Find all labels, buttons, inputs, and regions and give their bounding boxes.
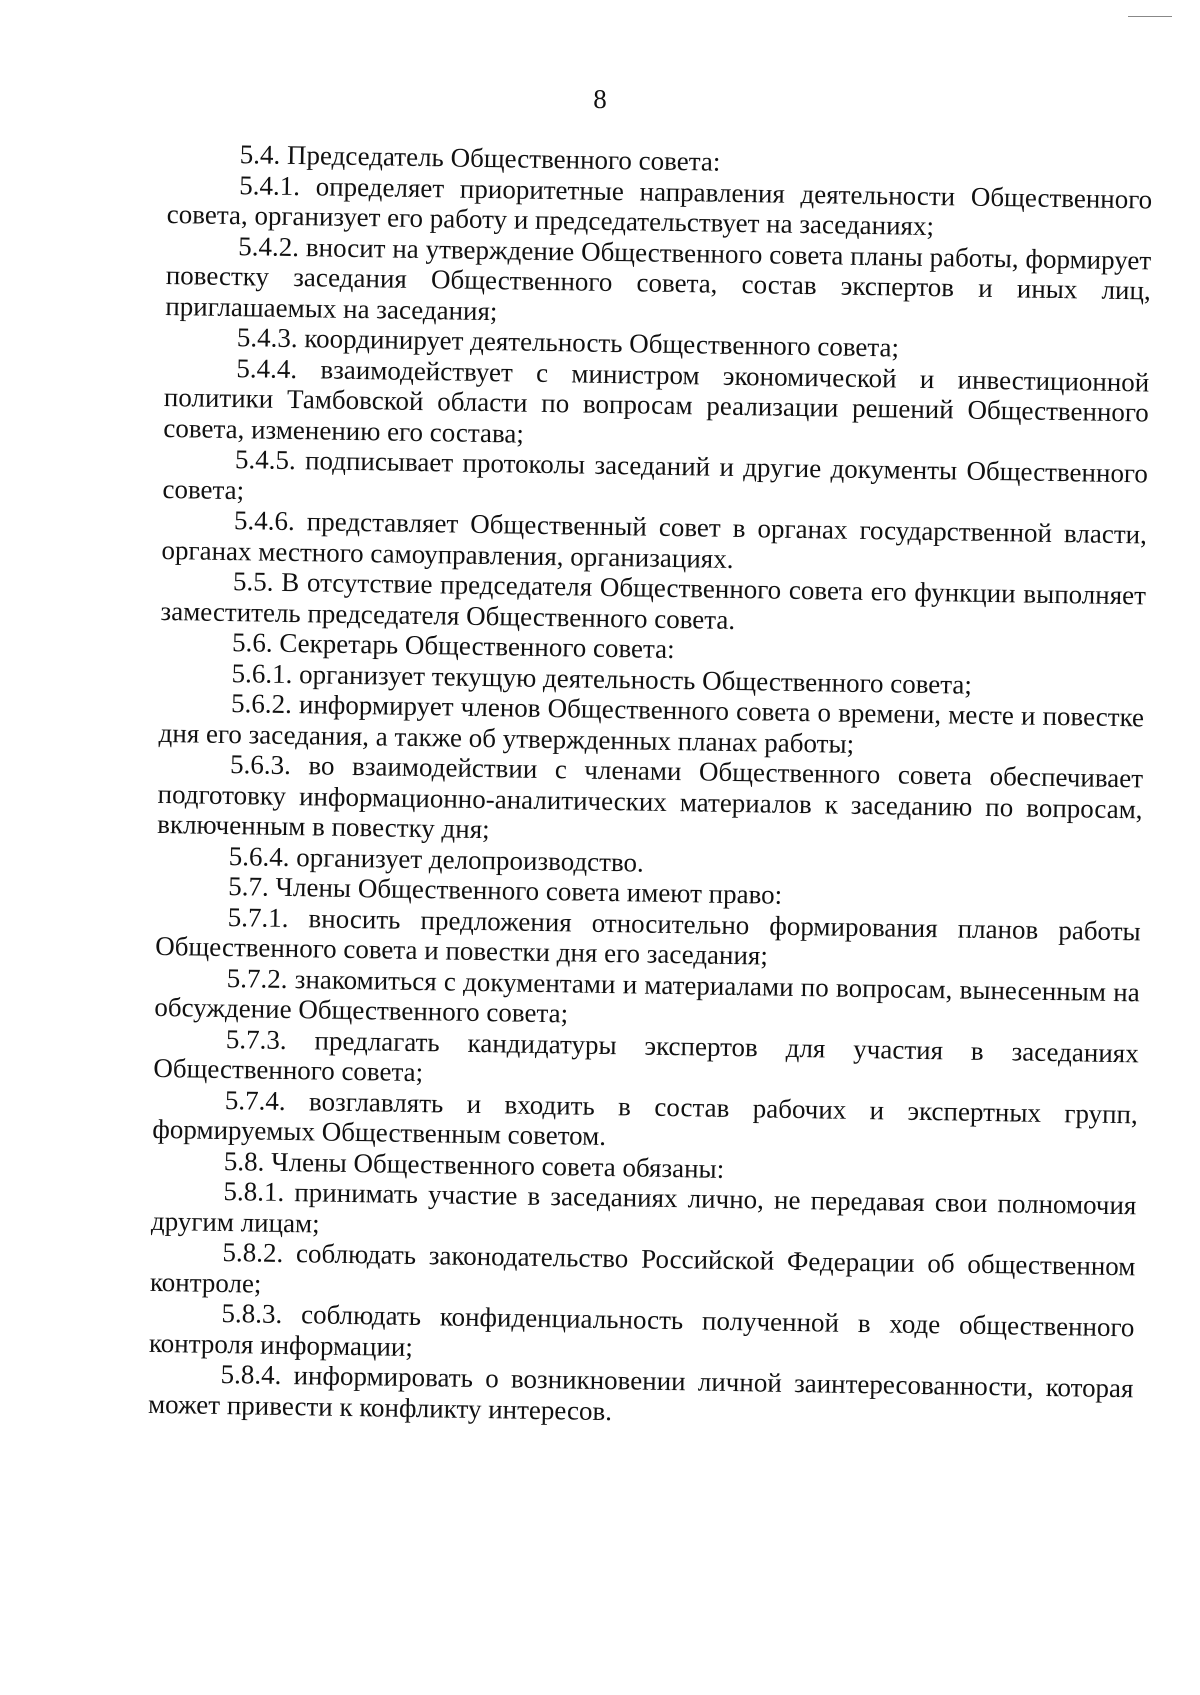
paragraph-5-7-3: 5.7.3. предлагать кандидатуры экспертов для участия в заседаниях Общественного совета;: [153, 1023, 1139, 1088]
paragraph-5-7-4: 5.7.4. возглавлять и входить в состав рабочих и экспертных групп, формируемых Общественным советом.: [152, 1084, 1139, 1152]
paragraph-5-7-2: 5.7.2. знакомиться с документами и материалами по вопросам, вынесенным на обсуждение Общественного совета;: [154, 962, 1140, 1029]
paragraph-5-4-2: 5.4.2. вносит на утверждение Общественного совета планы работы, формирует повестку заседания Общественного совета, состав экспертов и иных лиц, приглашаемых на заседания;: [165, 230, 1152, 326]
paragraph-5-7: 5.7. Члены Общественного совета имеют право:: [228, 871, 783, 910]
paragraph-5-6-1: 5.6.1. организует текущую деятельность Общественного совета;: [231, 657, 973, 700]
paragraph-5-8-4: 5.8.4. информировать о возникновении личной заинтересованности, которая может привести к конфликту интересов.: [147, 1358, 1134, 1426]
paragraph-5-8-2: 5.8.2. соблюдать законодательство Российской Федерации об общественном контроле;: [149, 1236, 1136, 1299]
paragraph-5-7-1: 5.7.1. вносить предложения относительно формирования планов работы Общественного совета и повестки дня его заседания;: [155, 901, 1141, 971]
paragraph-5-4-4: 5.4.4. взаимодействует с министром экономической и инвестиционной политики Тамбовской области по вопросам реализации решений Общественного совета, изменению его состава;: [163, 352, 1150, 449]
paragraph-5-5: 5.5. В отсутствие председателя Общественного совета его функции выполняет заместитель председателя Общественного совета.: [160, 566, 1147, 635]
document-body: [148, 138, 1153, 1434]
paragraph-5-6: 5.6. Секретарь Общественного совета:: [231, 627, 675, 665]
paragraph-5-4: 5.4. Председатель Общественного совета:: [239, 139, 721, 177]
page-number: 8: [593, 84, 607, 114]
paragraph-5-4-1: 5.4.1. определяет приоритетные направления деятельности Общественного совета, организует его работу и председательствует на заседаниях;: [166, 169, 1153, 242]
corner-scan-mark: [1128, 16, 1172, 17]
paragraph-5-4-6: 5.4.6. представляет Общественный совет в органах государственной власти, органах местного самоуправления, организациях.: [161, 505, 1148, 574]
paragraph-5-8-1: 5.8.1. принимать участие в заседаниях лично, не передавая свои полномочия другим лицам;: [150, 1176, 1137, 1239]
paragraph-5-4-5: 5.4.5. подписывает протоколы заседаний и другие документы Общественного совета;: [162, 444, 1149, 505]
paragraph-5-6-4: 5.6.4. организует делопроизводство.: [228, 840, 645, 878]
paragraph-5-4-3: 5.4.3. координирует деятельность Общественного совета;: [236, 322, 900, 363]
paragraph-5-8-3: 5.8.3. соблюдать конфиденциальность полученной в ходе общественного контроля информации;: [148, 1297, 1135, 1362]
paragraph-5-8: 5.8. Члены Общественного совета обязаны:: [223, 1145, 725, 1184]
paragraph-5-6-2: 5.6.2. информирует членов Общественного совета о времени, месте и повестке дня его заседания, а также об утвержденных планах работы;: [158, 688, 1145, 759]
paragraph-5-6-3: 5.6.3. во взаимодействии с членами Общественного совета обеспечивает подготовку информационно-аналитических материалов к заседанию по вопросам, включенным в повестку дня;: [156, 749, 1144, 845]
